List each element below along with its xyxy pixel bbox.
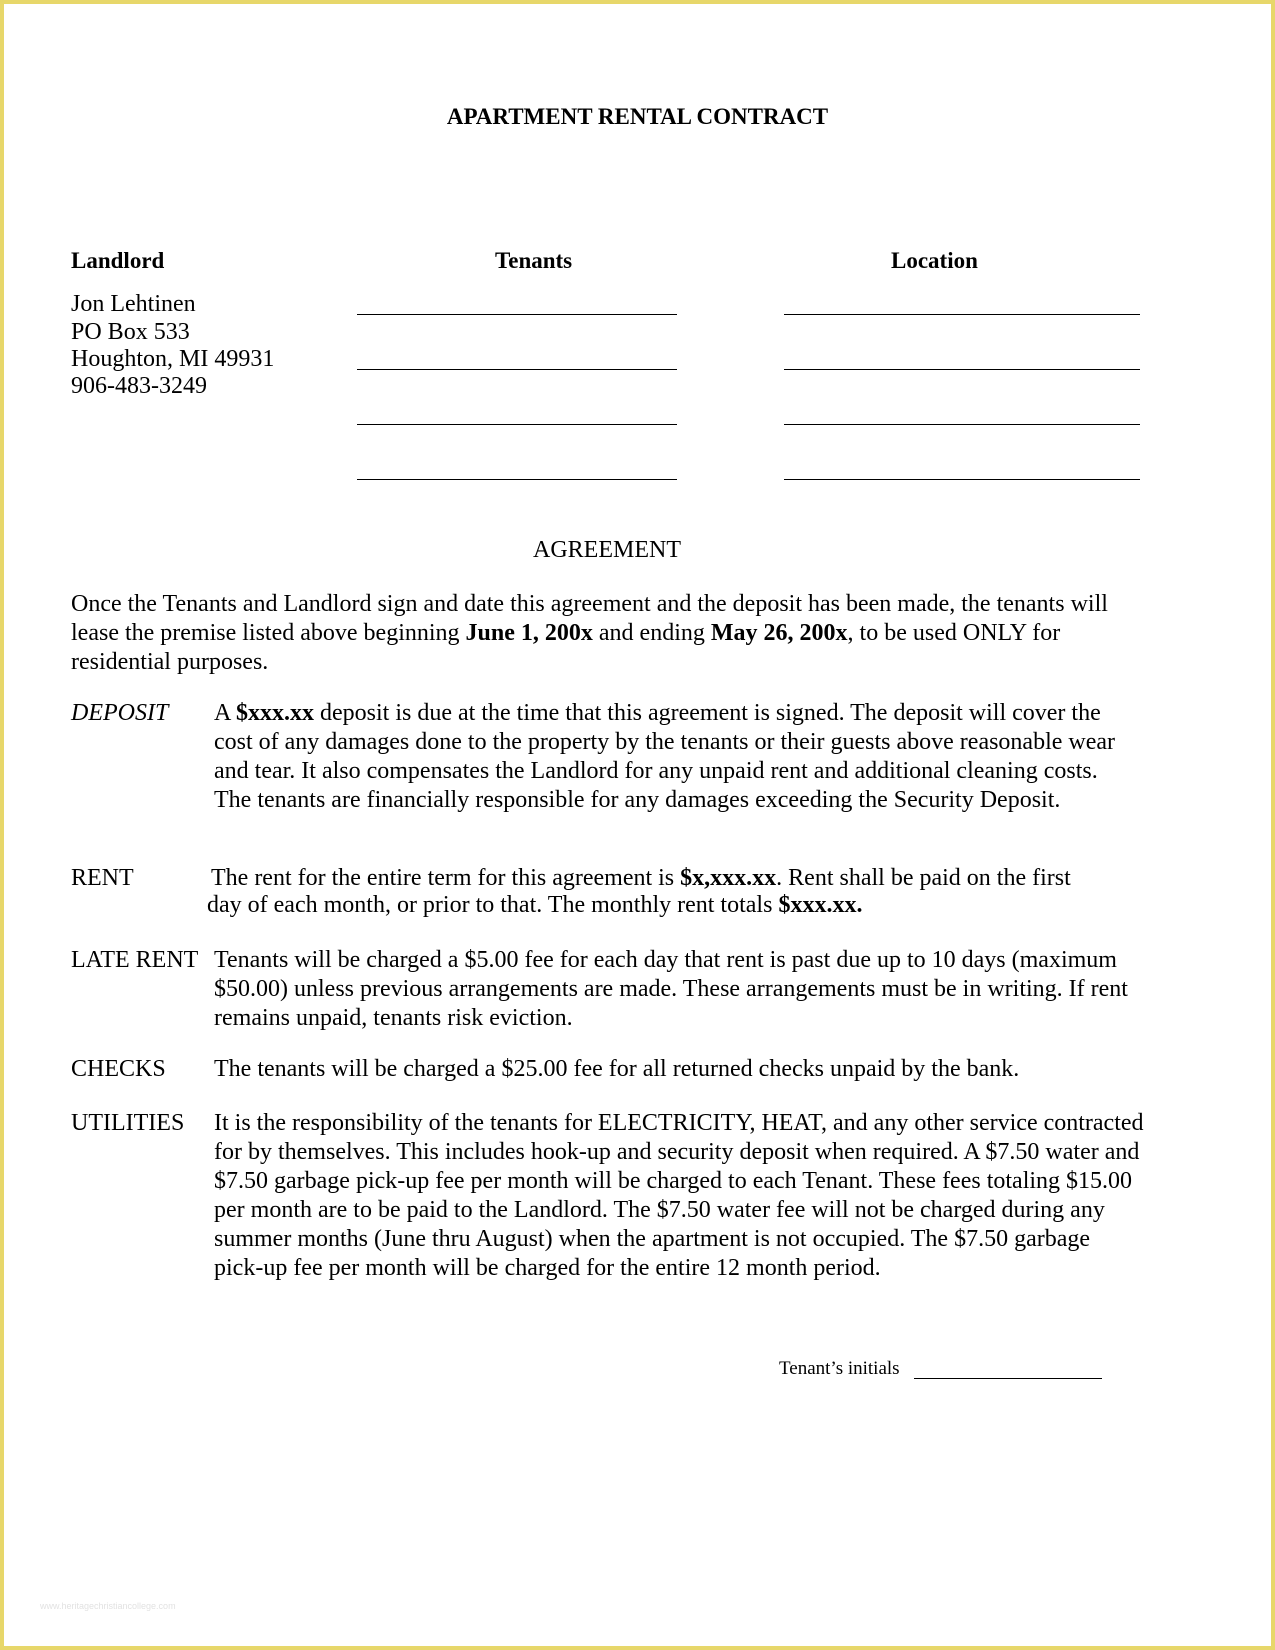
- landlord-heading: Landlord: [71, 248, 165, 273]
- page-title: APARTMENT RENTAL CONTRACT: [446, 104, 829, 129]
- tenants-heading: Tenants: [495, 248, 573, 273]
- landlord-city: Houghton, MI 49931: [71, 346, 275, 372]
- landlord-po-box: PO Box 533: [71, 319, 190, 345]
- deposit-text: A $xxx.xx deposit is due at the time that this agreement is signed. The deposit will cover the cost of any damages done to the property by the tenants or their guests above reasonable wear and tear. It also compensates the Landlord for any unpaid rent and additional cleaning costs. The tenants are financially responsible for any damages exceeding the Security Deposit.: [214, 700, 1116, 813]
- end-date: May 26, 200x: [710, 620, 848, 646]
- deposit-amount: $xxx.xx: [236, 700, 315, 726]
- tenant-line[interactable]: [357, 424, 677, 425]
- tenant-line[interactable]: [357, 314, 677, 315]
- landlord-phone: 906-483-3249: [71, 373, 207, 399]
- utilities-label: UTILITIES: [71, 1110, 185, 1136]
- location-line[interactable]: [784, 314, 1140, 315]
- rent-monthly: $xxx.xx.: [778, 892, 863, 918]
- rent-label: RENT: [71, 865, 134, 891]
- location-line[interactable]: [784, 369, 1140, 370]
- rent-total: $x,xxx.xx: [680, 865, 777, 891]
- tenant-line[interactable]: [357, 369, 677, 370]
- late-rent-text: Tenants will be charged a $5.00 fee for each day that rent is past due up to 10 days (maximum $50.00) unless previous arrangements are made. These arrangements must be in writing. If rent remains unpaid, tenants risk eviction.: [214, 947, 1128, 1031]
- landlord-name: Jon Lehtinen: [71, 291, 196, 317]
- intro-paragraph: Once the Tenants and Landlord sign and date this agreement and the deposit has been made, the tenants will lease the premise listed above beginning June 1, 200x and ending May 26, 200x, to be used ONLY for residential purposes.: [71, 591, 1108, 675]
- late-rent-label: LATE RENT: [71, 947, 199, 973]
- start-date: June 1, 200x: [465, 620, 593, 646]
- initials-label: Tenant’s initials: [779, 1358, 900, 1379]
- initials-line[interactable]: [914, 1378, 1102, 1379]
- location-line[interactable]: [784, 479, 1140, 480]
- checks-text: The tenants will be charged a $25.00 fee for all returned checks unpaid by the bank.: [214, 1056, 1020, 1082]
- location-line[interactable]: [784, 424, 1140, 425]
- agreement-heading: AGREEMENT: [533, 537, 681, 563]
- rent-line-1: The rent for the entire term for this agreement is $x,xxx.xx. Rent shall be paid on the first: [211, 865, 1071, 891]
- deposit-label: DEPOSIT: [71, 700, 169, 726]
- watermark: www.heritagechristiancollege.com: [40, 1601, 176, 1611]
- tenant-line[interactable]: [357, 479, 677, 480]
- rent-line-2: day of each month, or prior to that. The monthly rent totals $xxx.xx.: [207, 892, 863, 918]
- utilities-text: It is the responsibility of the tenants for ELECTRICITY, HEAT, and any other service contracted for by themselves. This includes hook-up and security deposit when required. A $7.50 water and $7.50 garbage pick-up fee per month will be charged to each Tenant. These fees totaling $15.00 per month are to be paid to the Landlord. The $7.50 water fee will not be charged during any summer months (June thru August) when the apartment is not occupied. The $7.50 garbage pick-up fee per month will be charged for the entire 12 month period.: [214, 1110, 1144, 1281]
- location-heading: Location: [891, 248, 978, 273]
- checks-label: CHECKS: [71, 1056, 166, 1082]
